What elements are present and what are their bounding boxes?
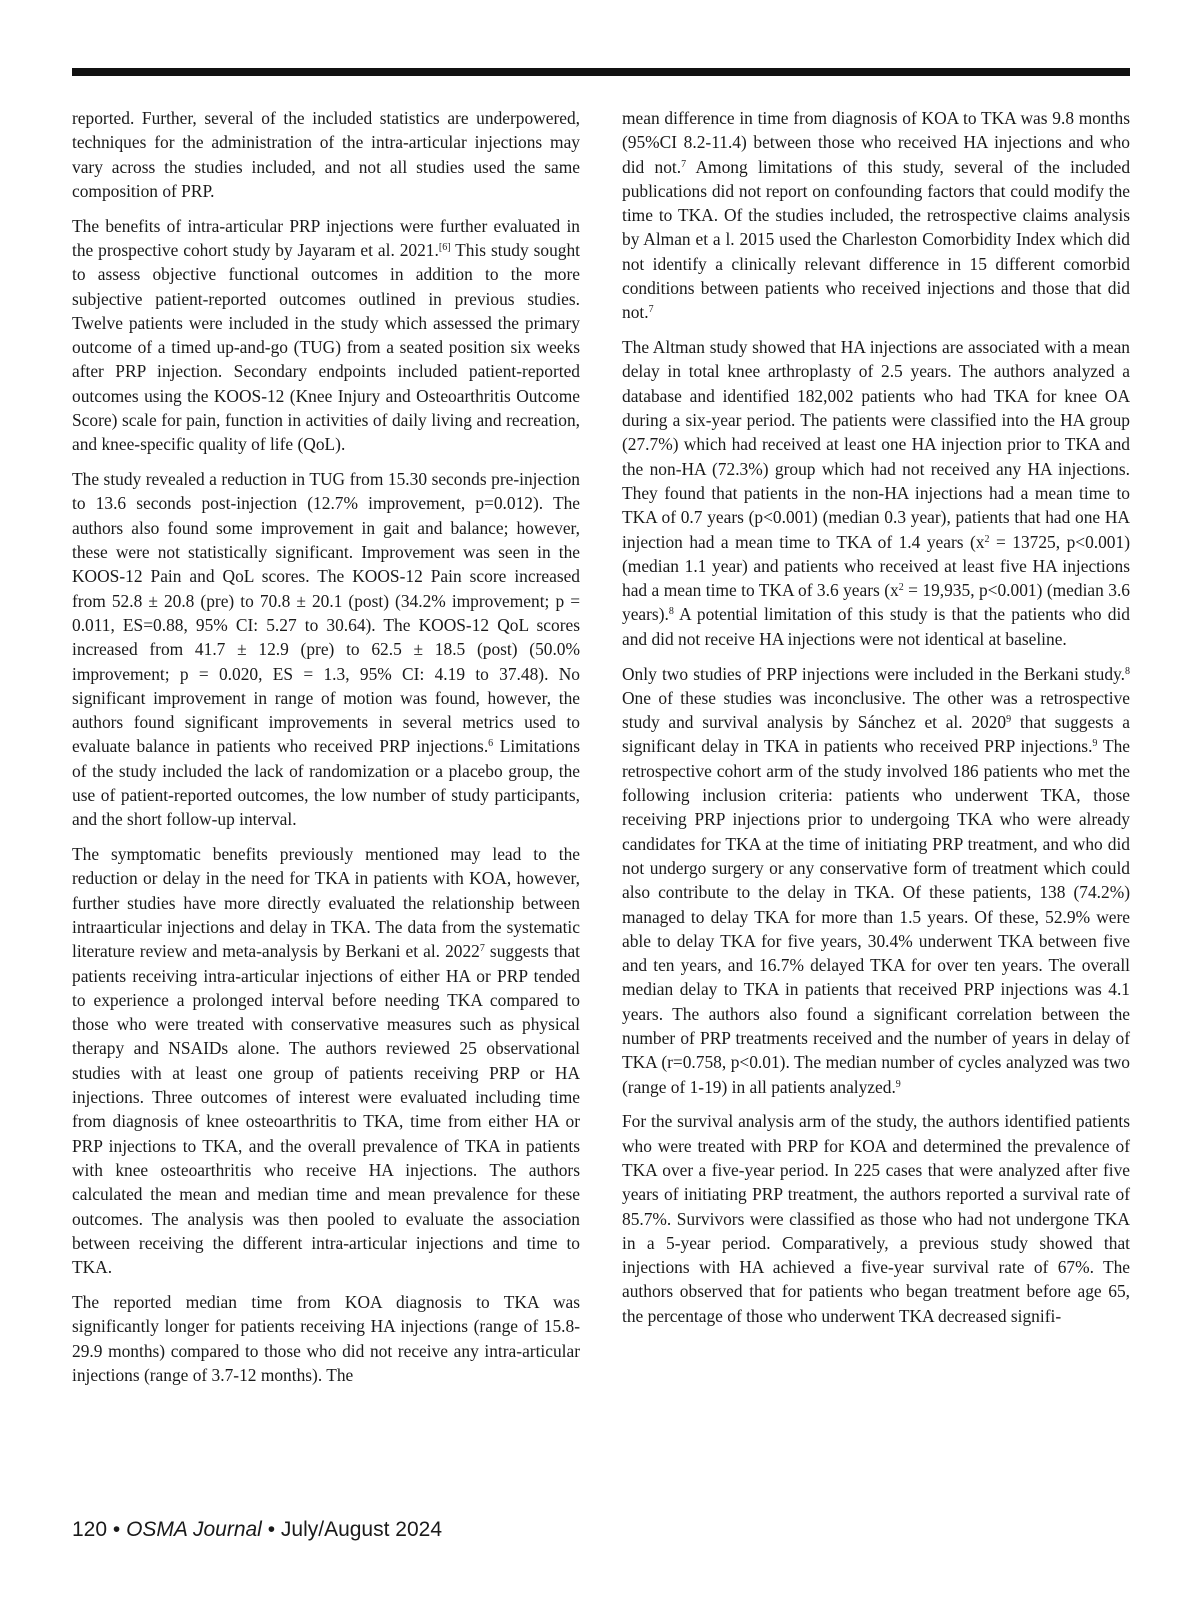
paragraph: reported. Further, several of the included statistics are underpowered, techniques for the administration of the intra-articular injections may vary across the studies included, and not all studies used the same composition of PRP.	[72, 108, 580, 201]
citation: 7	[681, 158, 687, 170]
separator: •	[107, 1518, 127, 1541]
citation: 8	[1125, 665, 1130, 677]
separator: •	[261, 1518, 281, 1541]
paragraph: The Altman study showed that HA injections are associated with a mean delay in total knee arthroplasty of 2.5 years. The authors analyzed a database and identified 182,002 patients who had TKA for knee OA during a six-year period. The patients were classified into the HA group (27.7%) which had received at least one HA injection prior to TKA and the non-HA (72.3%) group which had not received any HA injections. They found that patients in the non-HA injections had a mean time to TKA of 0.7 years (p<0.001) (median 0.3 year), patients that had one HA injection had a mean time to TKA of 1.4 years ($x^2 = 13725$, p<0.001) (median 1.1 year) and patients who received at least five HA injections had a mean time to TKA of 3.6 years ($x^2 = 19,935$, p<0.001) (median 3.6 years).$^8$ A potential limitation of this study is that the patients who did and did not receive HA injections were not identical at baseline.	[622, 337, 1130, 649]
paragraph: For the survival analysis arm of the study, the authors identified patients who were treated with PRP for KOA and determined the prevalence of TKA over a five-year period. In 225 cases that were analyzed after five years of initiating PRP treatment, the authors reported a survival rate of 85.7%. Survivors were classified as those who had not undergone TKA in a 5-year period. Comparatively, a previous study showed that injections with HA achieved a five-year survival rate of 67%. The authors observed that for patients who began treatment before age 65, the percentage of those who underwent TKA decreased signifi-	[622, 1111, 1130, 1326]
paragraph: The benefits of intra-articular PRP injections were further evaluated in the prospective cohort study by Jayaram et al. 2021.[6] This study sought to assess objective functional outcomes in addition to the more subjective patient-reported outcomes outlined in previous studies. Twelve patients were included in the study which assessed the primary outcome of a timed up-and-go (TUG) from a seated position six weeks after PRP injection. Secondary endpoints included patient-reported outcomes using the KOOS-12 (Knee Injury and Osteoarthritis Outcome Score) scale for pain, function in activities of daily living and recreation, and knee-specific quality of life (QoL).	[72, 215, 580, 455]
page-footer	[72, 1518, 442, 1542]
journal-name: OSMA Journal	[126, 1518, 262, 1541]
citation: [6]	[438, 241, 451, 253]
paragraph: The study revealed a reduction in TUG from 15.30 seconds pre-injection to 13.6 seconds post-injection (12.7% improvement, p=0.012). The authors also found some improvement in gait and balance; however, these were not statistically significant. Improvement was seen in the KOOS-12 Pain and QoL scores. The KOOS-12 Pain score increased from 52.8 ± 20.8 (pre) to 70.8 ± 20.1 (post) (34.2% improvement; p = 0.011, ES=0.88, 95% CI: 5.27 to 30.64). The KOOS-12 QoL scores increased from 41.7 ± 12.9 (pre) to 62.5 ± 18.5 (post) (50.0% improvement; p = 0.020, ES = 1.3, 95% CI: 4.19 to 37.48). No significant improvement in range of motion was found, however, the authors found significant improvements in several metrics used to evaluate balance in patients who received PRP injections.$^6$ Limitations of the study included the lack of randomization or a placebo group, the use of patient-reported outcomes, the low number of study participants, and the short follow-up interval.	[72, 469, 580, 830]
left-column	[72, 106, 580, 1398]
citation: 6	[488, 738, 494, 750]
citation: 7	[648, 304, 654, 316]
header-rule	[72, 68, 1130, 76]
citation: 7	[479, 943, 485, 955]
paragraph: Only two studies of PRP injections were included in the Berkani study.$^8$ One of these studies was inconclusive. The other was a retrospective study and survival analysis by Sánchez et al. 2020$^9$ that suggests a significant delay in TKA in patients who received PRP injections.$^9$ The retrospective cohort arm of the study involved 186 patients who met the following inclusion criteria: patients who underwent TKA, those receiving PRP injections prior to undergoing TKA who were already candidates for TKA at the time of initiating PRP treatment, and who did not undergo surgery or any conservative form of treatment which could also contribute to the delay in TKA. Of these patients, 138 (74.2%) managed to delay TKA for more than 1.5 years. Of these, 52.9% were able to delay TKA for five years, 30.4% underwent TKA between five and ten years, and 16.7% delayed TKA for over ten years. The overall median delay to TKA in patients that received PRP injections was 4.1 years. The authors also found a significant correlation between the number of PRP treatments received and the number of years in delay of TKA (r=0.758, p<0.01). The median number of cycles analyzed was two (range of 1-19) in all patients analyzed.$^9$	[622, 663, 1130, 1097]
paragraph: The symptomatic benefits previously mentioned may lead to the reduction or delay in the need for TKA in patients with KOA, however, further studies have more directly evaluated the relationship between intraarticular injections and delay in TKA. The data from the systematic literature review and meta-analysis by Berkani et al. 2022$^7$ suggests that patients receiving intra-articular injections of either HA or PRP tended to experience a prolonged interval before needing TKA compared to those who were treated with conservative measures such as physical therapy and NSAIDs alone. The authors reviewed 25 observational studies with at least one group of patients receiving PRP or HA injections. Three outcomes of interest were evaluated including time from diagnosis of knee osteoarthritis to TKA, time from either HA or PRP injections to TKA, and the overall prevalence of TKA in patients with knee osteoarthritis who receive HA injections. The authors calculated the mean and median time and mean prevalence for these outcomes. The analysis was then pooled to evaluate the association between receiving the different intra-articular injections and time to TKA.	[72, 844, 580, 1278]
citation: 9	[1092, 738, 1098, 750]
superscript: 2	[984, 533, 990, 545]
citation: 8	[668, 606, 674, 618]
right-column	[622, 106, 1130, 1339]
citation: 9	[895, 1078, 901, 1090]
page-number: 120	[72, 1518, 108, 1541]
citation: 9	[1006, 714, 1012, 726]
paragraph: The reported median time from KOA diagnosis to TKA was significantly longer for patients receiving HA injections (range of 15.8-29.9 months) compared to those who did not receive any intra-articular injections (range of 3.7-12 months). The	[72, 1291, 580, 1385]
paragraph: mean difference in time from diagnosis of KOA to TKA was 9.8 months (95%CI 8.2-11.4) between those who received HA injections and who did not.$^7$ Among limitations of this study, several of the included publications did not report on confounding factors that could modify the time to TKA. Of the studies included, the retrospective claims analysis by Alman et a l. 2015 used the Charleston Comorbidity Index which did not identify a clinically relevant difference in 15 different comorbid conditions between patients who received injections and those that did not.$^7$	[622, 108, 1131, 323]
superscript: 2	[898, 582, 904, 594]
issue-date: July/August 2024	[280, 1518, 442, 1541]
